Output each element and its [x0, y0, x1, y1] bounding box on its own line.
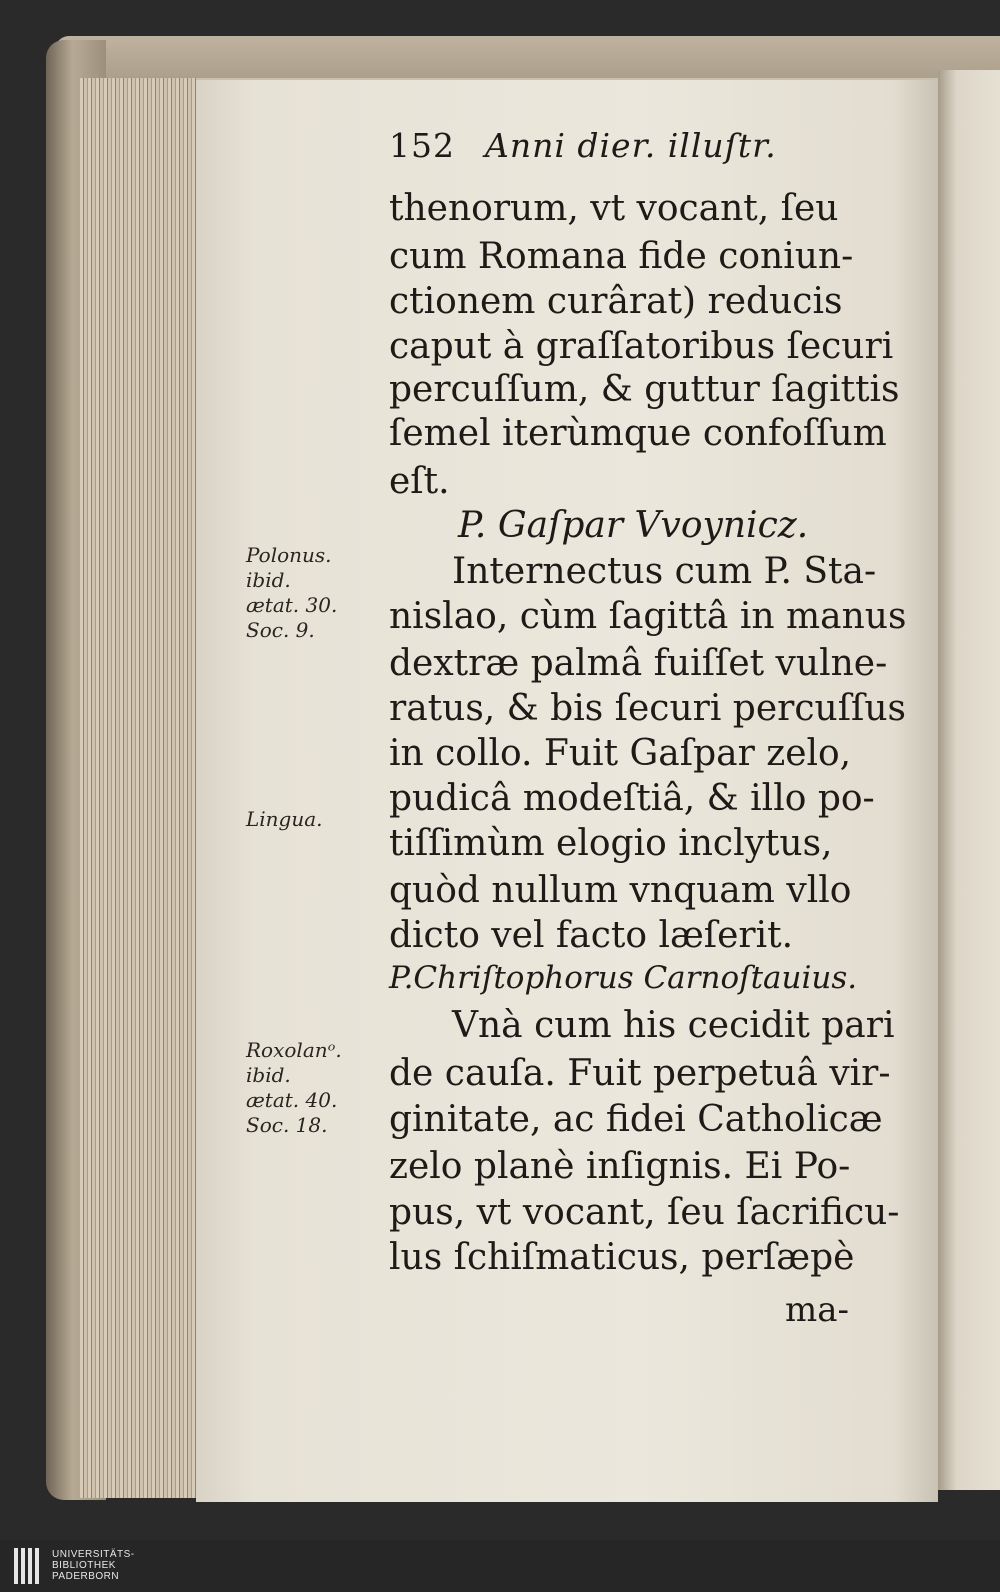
body-line: dicto vel facto læſerit.: [389, 915, 794, 956]
body-line: thenorum, vt vocant, ſeu: [389, 188, 839, 229]
body-line: pus, vt vocant, ſeu ſacrificu-: [389, 1192, 900, 1233]
body-line: ginitate, ac fidei Catholicæ: [389, 1099, 883, 1140]
section-heading: P.Chriſtophorus Carnoſtauius.: [389, 960, 858, 996]
body-line: in collo. Fuit Gaſpar zelo,: [389, 733, 852, 774]
margin-note: [246, 1038, 342, 1138]
body-line: tiſſimùm elogio inclytus,: [389, 823, 833, 864]
body-line: pudicâ modeſtiâ, & illo po-: [389, 778, 875, 819]
section-heading: P. Gaſpar Vvoynicz.: [458, 505, 809, 546]
body-line: lus ſchiſmaticus, perſæpè: [389, 1237, 855, 1278]
margin-note-line: Lingua.: [246, 807, 323, 831]
facing-page: [938, 70, 1000, 1490]
margin-note-line: ætat. 40.: [246, 1088, 338, 1112]
margin-note-line: ætat. 30.: [246, 593, 338, 617]
catchword: ma-: [785, 1290, 849, 1330]
body-line: percuſſum, & guttur ſagittis: [389, 369, 900, 410]
library-logo-icon: [14, 1548, 44, 1584]
body-line: dextræ palmâ fuiſſet vulne-: [389, 643, 888, 684]
page-edges: [80, 78, 198, 1498]
page-header: [389, 126, 777, 165]
body-line: cum Romana fide coniun-: [389, 236, 854, 277]
body-line: Internectus cum P. Sta-: [452, 551, 877, 592]
body-line: ſemel iterùmque confoſſum: [389, 413, 887, 454]
margin-note-line: ibid.: [246, 568, 291, 592]
body-line: nislao, cùm ſagittâ in manus: [389, 596, 907, 637]
library-footer-bar: [0, 1540, 1000, 1592]
running-head: Anni dier. illuſtr.: [485, 126, 777, 165]
body-line: caput à graſſatoribus ſecuri: [389, 326, 894, 367]
body-line: de cauſa. Fuit perpetuâ vir-: [389, 1053, 891, 1094]
margin-note-line: Soc. 9.: [246, 618, 315, 642]
margin-note: [246, 807, 323, 832]
margin-note-line: Roxolanᵒ.: [246, 1038, 342, 1062]
margin-note-line: Polonus.: [246, 543, 332, 567]
body-line: ratus, & bis ſecuri percuſſus: [389, 688, 907, 729]
body-line: zelo planè inſignis. Ei Po-: [389, 1146, 851, 1187]
margin-note: [246, 543, 337, 643]
body-line: Vnà cum his cecidit pari: [452, 1005, 895, 1046]
library-name: UNIVERSITÄTS- BIBLIOTHEK PADERBORN: [52, 1549, 135, 1582]
body-line: quòd nullum vnquam vllo: [389, 870, 852, 911]
body-line: ctionem curârat) reducis: [389, 281, 843, 322]
margin-note-line: ibid.: [246, 1063, 291, 1087]
page-number: 152: [389, 126, 455, 165]
margin-note-line: Soc. 18.: [246, 1113, 328, 1137]
body-line: eſt.: [389, 461, 450, 502]
